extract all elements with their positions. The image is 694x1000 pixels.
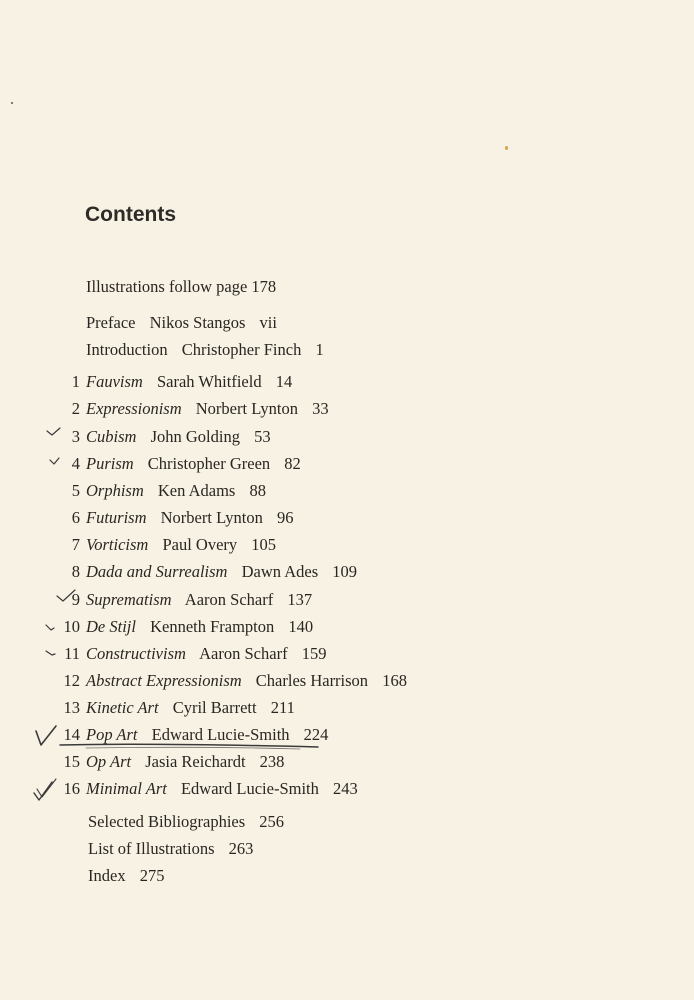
toc-entry-chapter-16 [60, 779, 358, 799]
paper-speck [11, 102, 13, 104]
toc-entry-chapter-13 [60, 698, 295, 718]
toc-entry-index [88, 866, 164, 886]
chapter-page: 211 [270, 698, 295, 717]
chapter-author: Sarah Whitfield [156, 372, 262, 391]
chapter-number: 4 [71, 454, 80, 473]
chapter-author: Kenneth Frampton [150, 617, 275, 636]
toc-entry-chapter-10 [60, 617, 313, 637]
chapter-author: Aaron Scharf [184, 590, 274, 609]
chapter-title: Dada and Surrealism [86, 562, 228, 581]
chapter-title: Expressionism [86, 399, 182, 418]
underline-mark [86, 747, 300, 749]
chapter-number: 7 [71, 535, 80, 554]
chapter-author: Christopher Green [147, 454, 271, 473]
chapter-title: Vorticism [86, 535, 149, 554]
entry-title: Introduction [86, 340, 168, 359]
chapter-author: Cyril Barrett [172, 698, 257, 717]
check-mark-icon [47, 428, 60, 435]
check-mark-icon [36, 726, 56, 745]
chapter-author: Edward Lucie-Smith [180, 779, 319, 798]
chapter-title: Cubism [86, 427, 137, 446]
entry-title: Index [88, 866, 126, 885]
toc-entry-chapter-8 [60, 562, 357, 582]
toc-entry-preface [86, 313, 277, 333]
chapter-page: 159 [301, 644, 327, 663]
chapter-title: Constructivism [86, 644, 186, 663]
chapter-author: John Golding [150, 427, 240, 446]
chapter-title: Purism [86, 454, 134, 473]
chapter-number: 6 [71, 508, 80, 527]
chapter-page: 88 [249, 481, 266, 500]
entry-page: 275 [139, 866, 165, 885]
toc-entry-chapter-12 [60, 671, 407, 691]
chapter-page: 33 [312, 399, 329, 418]
chapter-title: Op Art [86, 752, 132, 771]
chapter-author: Aaron Scharf [199, 644, 288, 663]
chapter-page: 238 [259, 752, 285, 771]
chapter-page: 109 [332, 562, 358, 581]
toc-entry-chapter-6 [60, 508, 293, 528]
chapter-author: Paul Overy [162, 535, 238, 554]
chapter-page: 105 [251, 535, 277, 554]
toc-entry-chapter-11 [60, 644, 326, 664]
chapter-title: De Stijl [86, 617, 136, 636]
chapter-number: 1 [71, 372, 80, 391]
chapter-author: Dawn Ades [241, 562, 319, 581]
toc-entry-chapter-15 [60, 752, 284, 772]
chapter-page: 14 [275, 372, 293, 391]
chapter-page: 140 [288, 617, 314, 636]
chapter-page: 137 [287, 590, 313, 609]
chapter-page: 82 [284, 454, 301, 473]
entry-author: Christopher Finch [181, 340, 302, 359]
chapter-page: 53 [254, 427, 271, 446]
chapter-title: Abstract Expressionism [86, 671, 242, 690]
toc-entry-chapter-9 [60, 590, 312, 610]
check-mark-icon [37, 779, 56, 797]
chapter-page: 96 [276, 508, 294, 527]
toc-entry-chapter-1 [60, 372, 292, 392]
chapter-title: Futurism [86, 508, 147, 527]
chapter-page: 243 [333, 779, 358, 798]
toc-entry-chapter-7 [60, 535, 276, 555]
toc-entry-list-of-illustrations [88, 839, 253, 859]
chapter-number: 14 [63, 725, 80, 744]
chapter-author: Norbert Lynton [195, 399, 298, 418]
chapter-author: Norbert Lynton [160, 508, 263, 527]
toc-entry-bibliographies [88, 812, 284, 832]
toc-entry-chapter-2 [60, 399, 329, 419]
toc-entry-chapter-4 [60, 454, 301, 474]
illustrations-note: Illustrations follow page 178 [86, 277, 277, 296]
chapter-author: Edward Lucie-Smith [151, 725, 290, 744]
entry-title: Selected Bibliographies [88, 812, 246, 831]
chapter-title: Orphism [86, 481, 144, 500]
chapter-page: 224 [303, 725, 329, 744]
entry-title: Preface [86, 313, 136, 332]
entry-page: 256 [259, 812, 285, 831]
chapter-title: Pop Art [86, 725, 138, 744]
chapter-title: Fauvism [86, 372, 143, 391]
toc-entry-introduction [86, 340, 324, 360]
entry-page: vii [259, 313, 277, 332]
chapter-author: Charles Harrison [255, 671, 369, 690]
chapter-number: 2 [71, 399, 80, 418]
toc-entry-chapter-5 [60, 481, 266, 501]
chapter-author: Ken Adams [157, 481, 236, 500]
entry-author: Nikos Stangos [149, 313, 246, 332]
chapter-page: 168 [382, 671, 407, 690]
chapter-number: 16 [63, 779, 80, 798]
toc-entry-chapter-14 [60, 725, 328, 745]
check-mark-icon [46, 651, 55, 655]
chapter-number: 11 [64, 644, 80, 663]
chapter-number: 12 [63, 671, 80, 690]
toc-entry-chapter-3 [60, 427, 271, 447]
chapter-title: Minimal Art [86, 779, 167, 798]
chapter-number: 5 [71, 481, 80, 500]
chapter-title: Suprematism [86, 590, 172, 609]
chapter-title: Kinetic Art [86, 698, 159, 717]
entry-title: List of Illustrations [88, 839, 215, 858]
check-mark-icon [34, 782, 52, 800]
chapter-number: 13 [63, 698, 80, 717]
chapter-number: 10 [63, 617, 80, 636]
paper-speck [505, 146, 508, 150]
chapter-number: 3 [71, 427, 80, 446]
chapter-number: 15 [63, 752, 80, 771]
check-mark-icon [46, 625, 54, 630]
page-title: Contents [85, 203, 176, 226]
entry-page: 1 [315, 340, 324, 359]
chapter-number: 9 [71, 590, 80, 609]
entry-page: 263 [228, 839, 254, 858]
check-mark-icon [50, 458, 59, 464]
chapter-number: 8 [71, 562, 80, 581]
chapter-author: Jasia Reichardt [145, 752, 246, 771]
